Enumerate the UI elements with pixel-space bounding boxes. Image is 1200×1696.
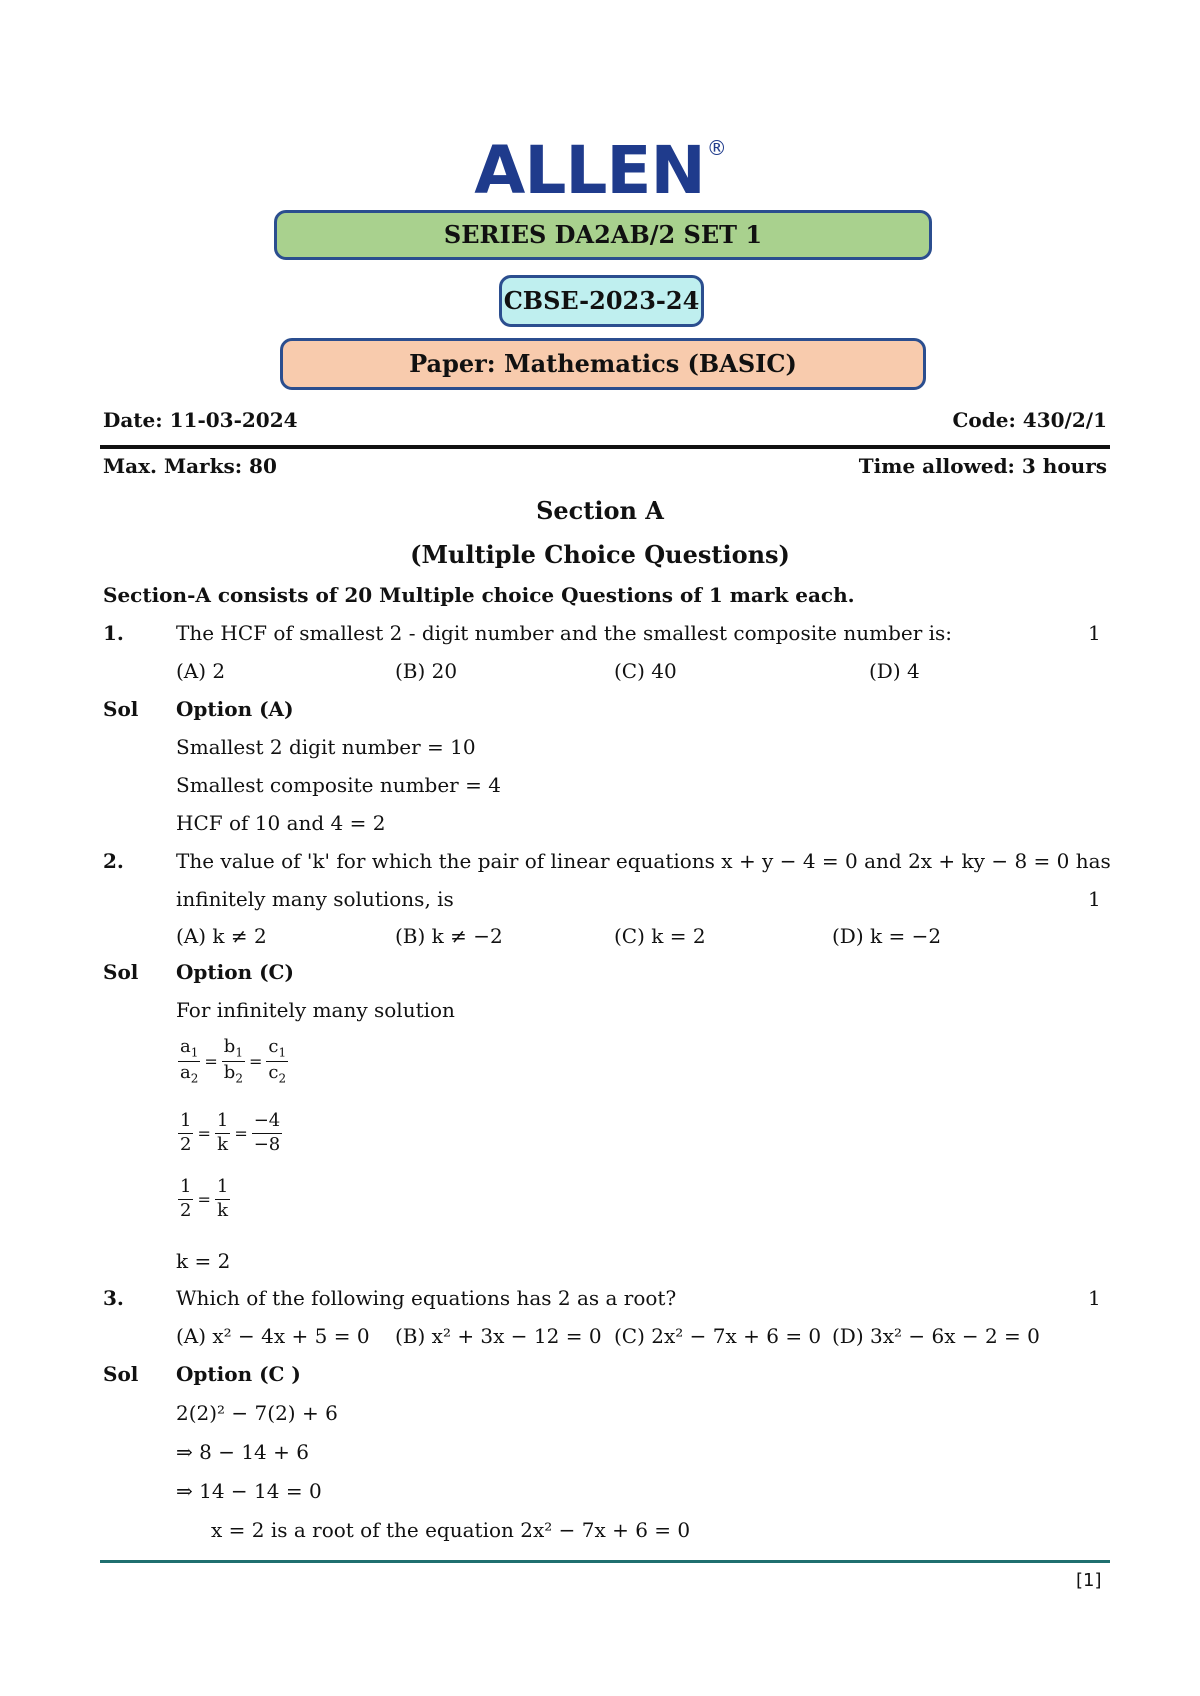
solution-step: For infinitely many solution — [176, 998, 455, 1022]
option-c: (C) 40 — [614, 659, 677, 683]
option-b: (B) k ≠ −2 — [395, 924, 503, 948]
solution-step: Smallest 2 digit number = 10 — [176, 735, 476, 759]
option-c: (C) 2x² − 7x + 6 = 0 — [614, 1324, 822, 1348]
option-c: (C) k = 2 — [614, 924, 706, 948]
solution-conclusion: x = 2 is a root of the equation 2x² − 7x + 6 = 0 — [211, 1518, 691, 1542]
allen-logo — [0, 132, 1200, 209]
header-divider — [100, 445, 1110, 449]
answer-option: Option (C ) — [176, 1362, 301, 1386]
option-d: (D) k = −2 — [832, 924, 942, 948]
question-text-continued: infinitely many solutions, is — [176, 887, 454, 911]
substituted-ratio: $\frac{1}{2}$ = $\frac{1}{k}$ = $\frac{-4}{-8}$ — [180, 1110, 281, 1155]
solution-step: ⇒ 14 − 14 = 0 — [176, 1479, 322, 1503]
simplified-ratio: $\frac{1}{2}$ = $\frac{1}{k}$ — [180, 1176, 229, 1221]
question-mark: 1 — [1088, 887, 1101, 911]
page-number: [1] — [1076, 1570, 1102, 1591]
solution-step: HCF of 10 and 4 = 2 — [176, 811, 386, 835]
solution-step: 2(2)² − 7(2) + 6 — [176, 1401, 338, 1425]
question-text: The HCF of smallest 2 - digit number and the smallest composite number is: — [176, 621, 953, 645]
sol-label: Sol — [103, 697, 139, 721]
question-text: Which of the following equations has 2 as a root? — [176, 1286, 677, 1310]
option-b: (B) x² + 3x − 12 = 0 — [395, 1324, 602, 1348]
registered-mark: ® — [706, 136, 726, 160]
answer-option: Option (A) — [176, 697, 294, 721]
sol-label: Sol — [103, 1362, 139, 1386]
option-b: (B) 20 — [395, 659, 458, 683]
question-number: 3. — [103, 1286, 124, 1310]
question-mark: 1 — [1088, 621, 1101, 645]
option-a: (A) 2 — [176, 659, 226, 683]
section-title: Section A — [536, 496, 664, 525]
section-instruction: Section-A consists of 20 Multiple choice Questions of 1 mark each. — [103, 583, 855, 607]
time-allowed: Time allowed: 3 hours — [858, 454, 1107, 478]
option-d: (D) 3x² − 6x − 2 = 0 — [832, 1324, 1040, 1348]
sol-label: Sol — [103, 960, 139, 984]
question-text: The value of 'k' for which the pair of linear equations x + y − 4 = 0 and 2x + ky − 8 = 0 has — [176, 849, 1111, 873]
solution-step: Smallest composite number = 4 — [176, 773, 501, 797]
question-number: 1. — [103, 621, 124, 645]
paper-banner: Paper: Mathematics (BASIC) — [280, 338, 926, 390]
solution-result: k = 2 — [176, 1249, 231, 1273]
exam-code: Code: 430/2/1 — [952, 408, 1107, 432]
option-d: (D) 4 — [869, 659, 920, 683]
exam-banner: CBSE-2023-24 — [499, 275, 704, 327]
exam-date: Date: 11-03-2024 — [103, 408, 298, 432]
series-banner: SERIES DA2AB/2 SET 1 — [274, 210, 932, 260]
answer-option: Option (C) — [176, 960, 294, 984]
section-subtitle: (Multiple Choice Questions) — [410, 540, 790, 569]
ratio-equation: $\frac{a_1}{a_2}$ = $\frac{b_1}{b_2}$ = $\frac{c_1}{c_2}$ — [180, 1036, 287, 1086]
max-marks: Max. Marks: 80 — [103, 454, 277, 478]
option-a: (A) x² − 4x + 5 = 0 — [176, 1324, 370, 1348]
option-a: (A) k ≠ 2 — [176, 924, 267, 948]
solution-step: ⇒ 8 − 14 + 6 — [176, 1440, 309, 1464]
footer-divider — [100, 1560, 1110, 1563]
question-mark: 1 — [1088, 1286, 1101, 1310]
logo-text: ALLEN — [474, 132, 705, 209]
question-number: 2. — [103, 849, 124, 873]
